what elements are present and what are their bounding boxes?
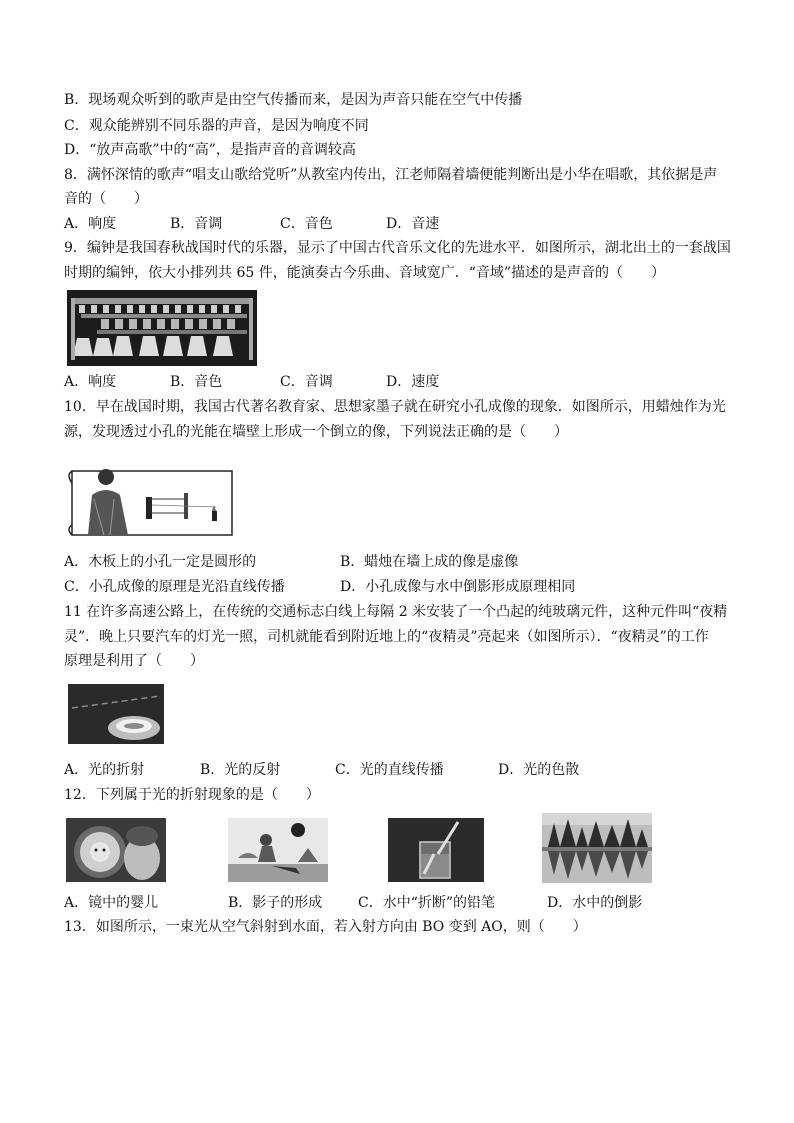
q11-option-d: D．光的色散 (498, 762, 580, 778)
q9-stem-line1: 9．编钟是我国春秋战国时代的乐器，显示了中国古代音乐文化的先进水平．如图所示，湖北出土的一套战国 (64, 240, 731, 256)
baby-mirror-image (66, 818, 166, 882)
q12-option-a: A．镜中的婴儿 (64, 895, 159, 911)
q9-option-c: C．音调 (280, 374, 333, 390)
mozi-pinhole-image (66, 455, 236, 541)
q8-option-b: B．音调 (170, 216, 223, 232)
q8-stem-line1: 8．满怀深情的歌声“唱支山歌给党听”从教室内传出，江老师隔着墙便能判断出是小华在唱歌，其依据是声 (64, 167, 718, 183)
q11-option-b: B．光的反射 (200, 762, 281, 778)
q8-stem-line2: 音的（ ） (64, 191, 148, 207)
q12-option-d: D．水中的倒影 (547, 895, 643, 911)
q11-stem-line2: 灵”．晚上只要汽车的灯光一照，司机就能看到附近地上的“夜精灵”亮起来（如图所示）．“夜精灵”的工作 (64, 629, 709, 645)
q10-option-d: D．小孔成像与水中倒影形成原理相同 (340, 579, 576, 595)
q11-option-c: C．光的直线传播 (335, 762, 444, 778)
q10-option-c: C．小孔成像的原理是光沿直线传播 (64, 579, 285, 595)
q7-option-b: B．现场观众听到的歌声是由空气传播而来，是因为声音只能在空气中传播 (64, 92, 523, 108)
q7-option-c: C．观众能辨别不同乐器的声音，是因为响度不同 (64, 118, 369, 134)
q10-stem-line2: 源，发现透过小孔的光能在墙壁上形成一个倒立的像，下列说法正确的是（ ） (64, 424, 568, 440)
night-elf-road-image (68, 684, 164, 744)
q12-option-c: C．水中“折断”的铅笔 (358, 895, 496, 911)
q11-option-a: A．光的折射 (64, 762, 145, 778)
q12-stem: 12．下列属于光的折射现象的是（ ） (64, 787, 320, 803)
q10-stem-line1: 10．早在战国时期，我国古代著名教育家、思想家墨子就在研究小孔成像的现象．如图所示，用蜡烛作为光 (64, 399, 726, 415)
water-reflection-image (542, 813, 652, 883)
q9-stem-line2: 时期的编钟，依大小排列共 65 件，能演奏古今乐曲、音域宽广．“音域”描述的是声音的（ ） (64, 265, 666, 281)
q8-option-d: D．音速 (386, 216, 440, 232)
q9-option-a: A．响度 (64, 374, 117, 390)
q7-option-d: D．“放声高歌”中的“高”，是指声音的音调较高 (64, 142, 356, 158)
q9-option-d: D．速度 (386, 374, 440, 390)
shadow-cartoon-image (228, 818, 328, 882)
q13-stem: 13．如图所示，一束光从空气斜射到水面，若入射方向由 BO 变到 AO，则（ ） (64, 919, 587, 935)
pencil-in-water-image (388, 818, 484, 882)
q11-stem-line3: 原理是利用了（ ） (64, 653, 204, 669)
q11-stem-line1: 11 在许多高速公路上，在传统的交通标志白线上每隔 2 米安装了一个凸起的纯玻璃元件，这种元件叫“夜精 (64, 604, 728, 620)
q12-option-b: B．影子的形成 (228, 895, 323, 911)
q8-option-a: A．响度 (64, 216, 117, 232)
q9-option-b: B．音色 (170, 374, 223, 390)
q8-option-c: C．音色 (280, 216, 333, 232)
bianzhong-bells-image (67, 290, 257, 366)
q10-option-b: B．蜡烛在墙上成的像是虚像 (340, 554, 519, 570)
q10-option-a: A．木板上的小孔一定是圆形的 (64, 554, 257, 570)
